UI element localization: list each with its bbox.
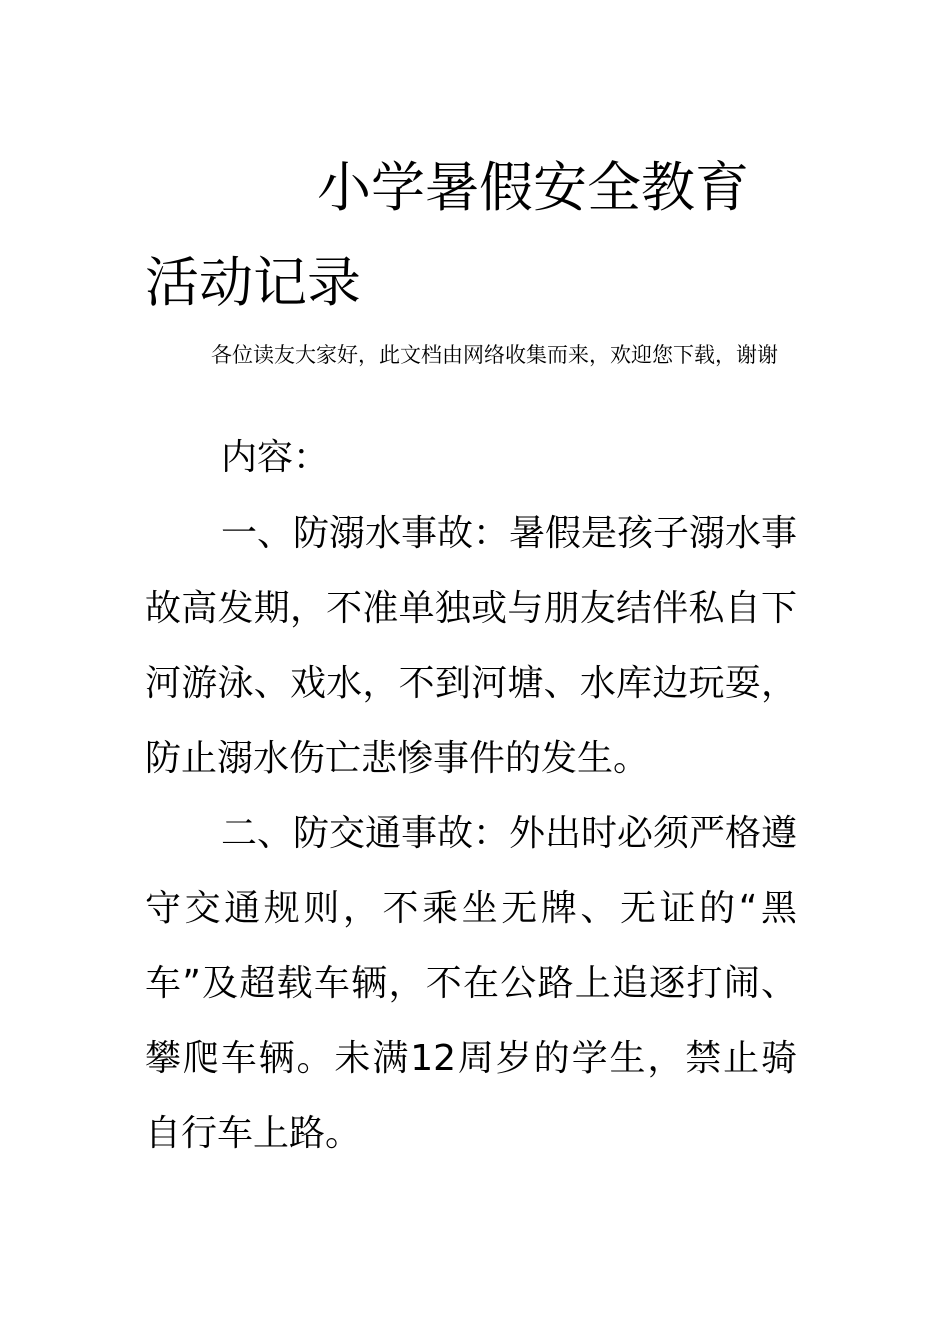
- document-body: [145, 140, 797, 1171]
- paragraph-traffic-safety: 二、防交通事故：外出时必须严格遵守交通规则，不乘坐无牌、无证的“黑车”及超载车辆，不在公路上追逐打闹、攀爬车辆。未满12周岁的学生，禁止骑自行车上路。: [145, 813, 798, 1154]
- document-title: 小学暑假安全教育活动记录: [145, 156, 749, 314]
- paragraph-drowning-prevention: 一、防溺水事故：暑假是孩子溺水事故高发期，不准单独或与朋友结伴私自下河游泳、戏水，不到河塘、水库边玩耍，防止溺水伤亡悲惨事件的发生。: [145, 513, 798, 779]
- download-notice: 各位读友大家好，此文档由网络收集而来，欢迎您下载，谢谢: [211, 343, 778, 367]
- content-label: 内容：: [221, 437, 330, 478]
